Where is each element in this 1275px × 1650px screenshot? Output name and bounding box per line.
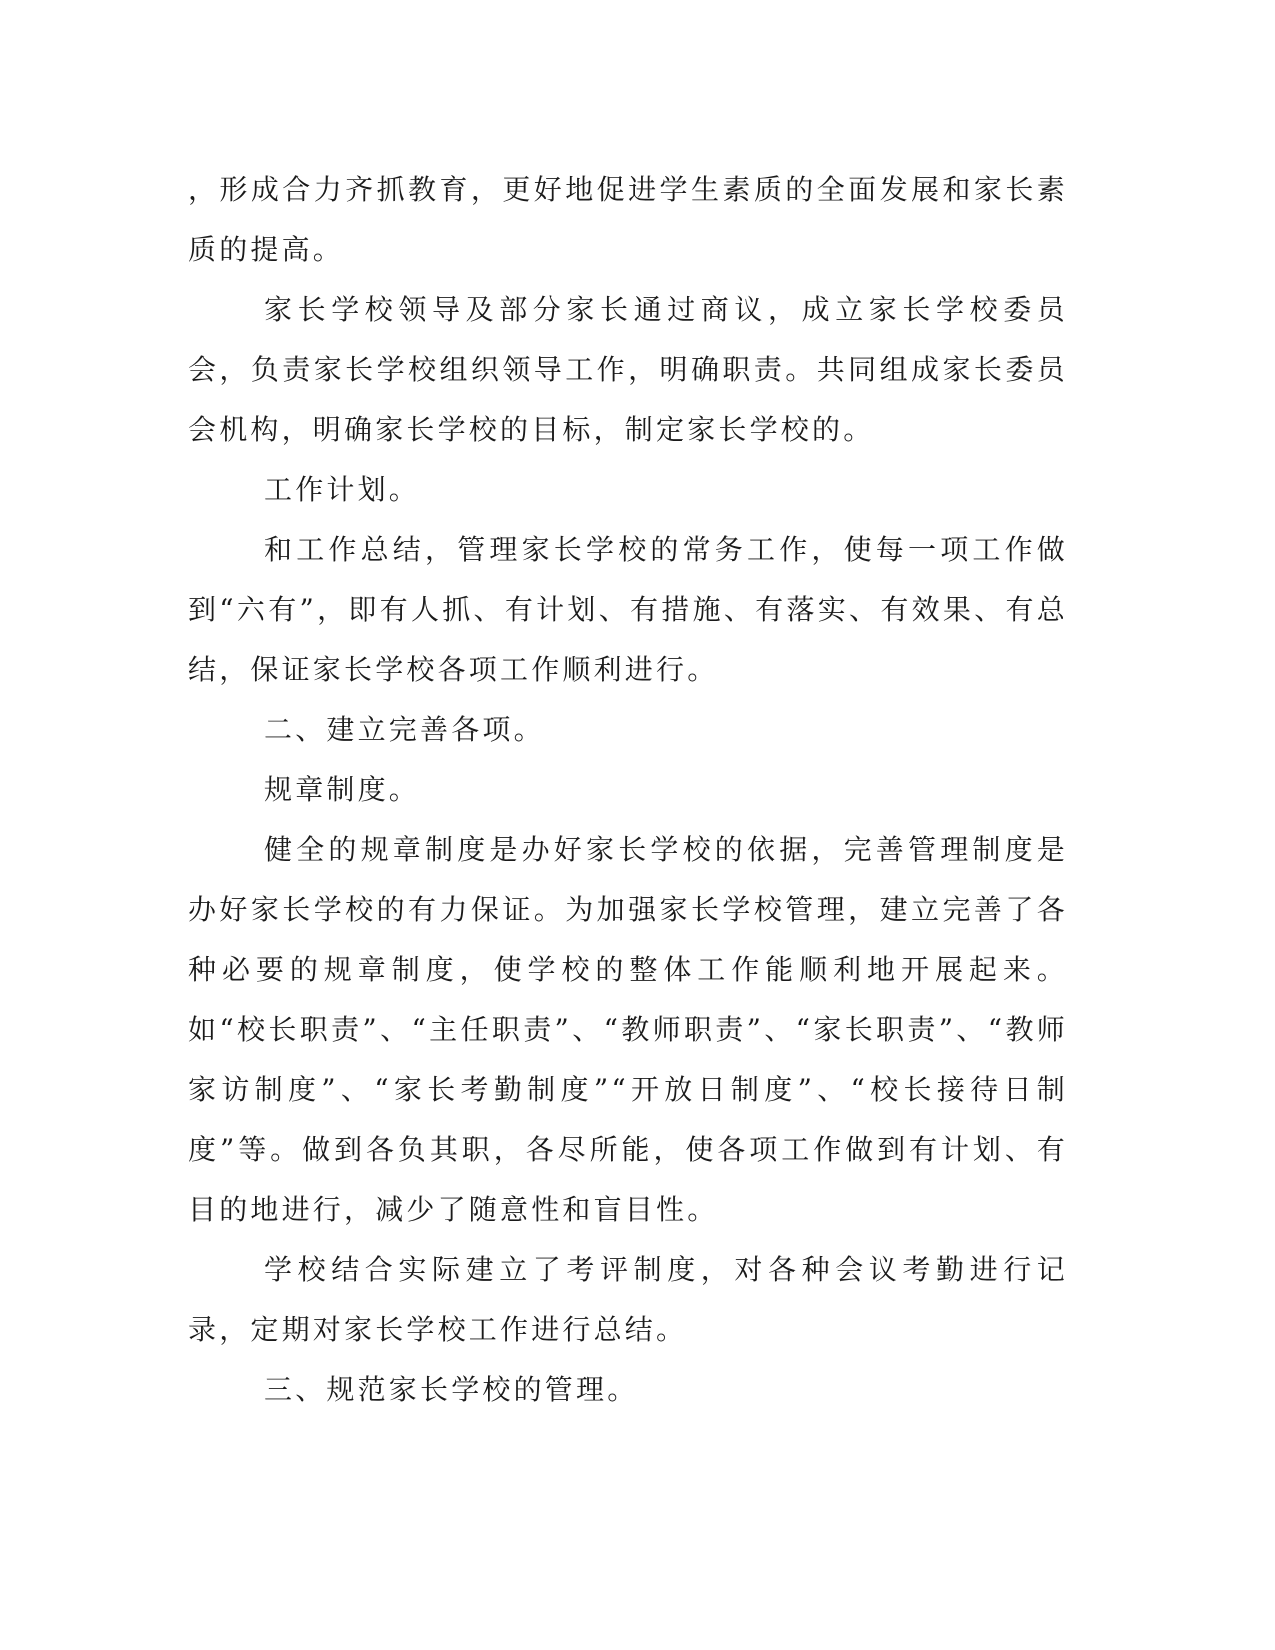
paragraph-4: 和工作总结，管理家长学校的常务工作，使每一项工作做到“六有”，即有人抓、有计划、有措施、有落实、有效果、有总结，保证家长学校各项工作顺利进行。	[188, 533, 1068, 686]
paragraph-7: 健全的规章制度是办好家长学校的依据，完善管理制度是办好家长学校的有力保证。为加强家长学校管理，建立完善了各种必要的规章制度，使学校的整体工作能顺利地开展起来。如“校长职责”、“主任职责”、“教师职责”、“家长职责”、“教师家访制度”、“家长考勤制度”“开放日制度”、“校长接待日制度”等。做到各负其职，各尽所能，使各项工作做到有计划、有目的地进行，减少了随意性和盲目性。	[188, 833, 1068, 1226]
paragraph-1: ，形成合力齐抓教育，更好地促进学生素质的全面发展和家长素质的提高。	[188, 173, 1068, 266]
section-heading-2: 二、建立完善各项。	[264, 713, 545, 746]
paragraph-6: 规章制度。	[264, 773, 421, 806]
paragraph-3: 工作计划。	[264, 473, 421, 506]
document-body	[188, 160, 1068, 1420]
paragraph-2: 家长学校领导及部分家长通过商议，成立家长学校委员会，负责家长学校组织领导工作，明确职责。共同组成家长委员会机构，明确家长学校的目标，制定家长学校的。	[188, 293, 1068, 446]
section-heading-3: 三、规范家长学校的管理。	[264, 1373, 639, 1406]
paragraph-8: 学校结合实际建立了考评制度，对各种会议考勤进行记录，定期对家长学校工作进行总结。	[188, 1253, 1068, 1346]
